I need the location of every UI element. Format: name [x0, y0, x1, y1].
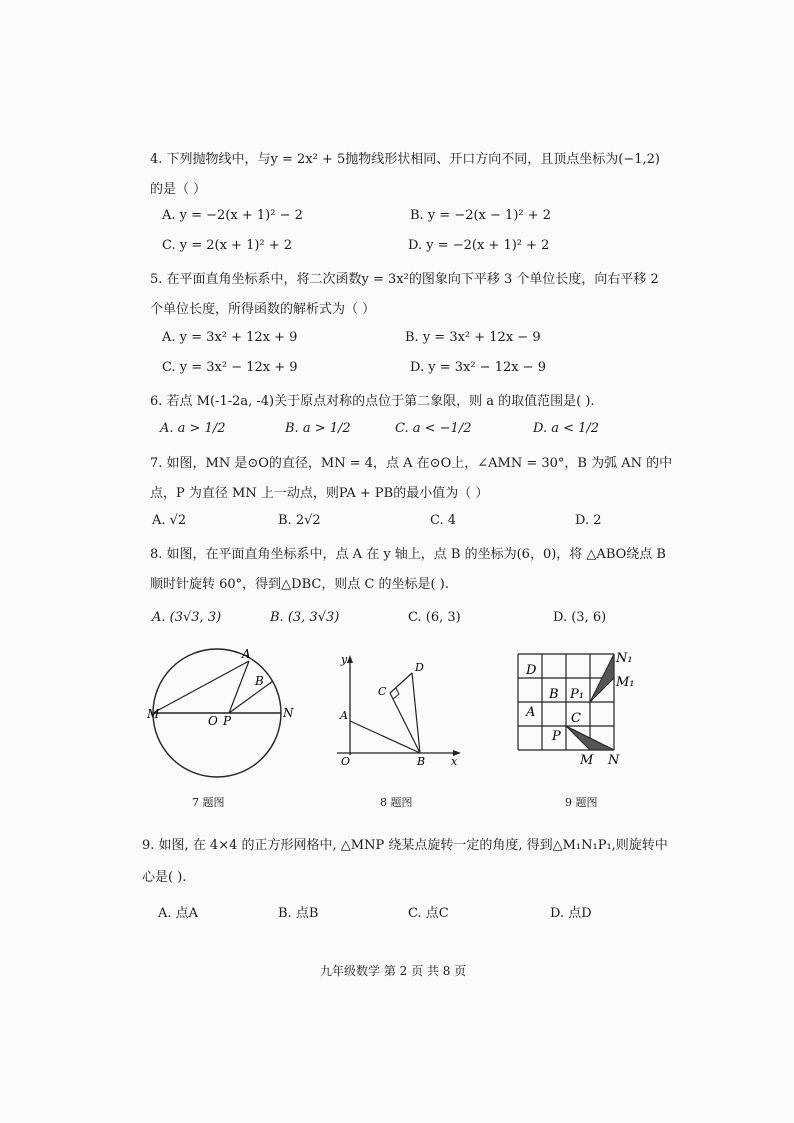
label-n: N [608, 753, 620, 768]
q4-option-d: D. y = −2(x + 1)² + 2 [408, 238, 550, 253]
segment-cd [390, 673, 412, 693]
label-p: P [552, 729, 561, 744]
figure-7 [145, 645, 294, 785]
q8-stem-line2: 顺时针旋转 60°，得到△DBC，则点 C 的坐标是( ). [150, 577, 449, 592]
q7-option-a: A. √2 [152, 513, 187, 528]
label-m: M [147, 707, 160, 721]
q9-stem-line2: 心是( ). [142, 870, 187, 885]
label-x: x [451, 755, 458, 768]
q6-stem: 6. 若点 M(-1-2a, -4)关于原点对称的点位于第二象限，则 a 的取值范围是( ). [150, 394, 595, 409]
label-d: D [526, 663, 537, 678]
q5-option-a: A. y = 3x² + 12x + 9 [162, 330, 298, 345]
figure-8 [335, 655, 465, 770]
q5-stem-line2: 个单位长度，所得函数的解析式为（ ） [150, 302, 376, 317]
figure-9-caption: 9 题图 [565, 796, 598, 809]
figure-7-caption: 7 题图 [192, 796, 225, 809]
q7-option-d: D. 2 [575, 513, 602, 528]
q4-option-c: C. y = 2(x + 1)² + 2 [162, 238, 293, 253]
label-b: B [417, 755, 426, 768]
q7-stem-line2: 点，P 为直径 MN 上一动点，则PA + PB的最小值为（ ） [150, 486, 489, 501]
figure-8-caption: 8 题图 [380, 796, 413, 809]
figure-9 [512, 648, 642, 768]
segment-ma [153, 661, 249, 713]
q8-option-b: B. (3, 3√3) [270, 610, 340, 625]
label-d: D [415, 661, 424, 674]
label-o: O [341, 755, 351, 768]
page-footer: 九年级数学 第 2 页 共 8 页 [320, 964, 467, 978]
q8-stem-line1: 8. 如图，在平面直角坐标系中，点 A 在 y 轴上，点 B 的坐标为(6，0)，将 △ABO绕点 B [150, 547, 666, 562]
label-a: A [242, 647, 251, 661]
q9-option-c: C. 点C [408, 906, 449, 921]
q5-stem-line1: 5. 在平面直角坐标系中，将二次函数y = 3x²的图象向下平移 3 个单位长度，向右平移 2 [150, 272, 659, 287]
q5-option-b: B. y = 3x² + 12x − 9 [405, 330, 541, 345]
label-c: C [378, 685, 387, 698]
label-y: y [341, 653, 348, 666]
q7-option-c: C. 4 [430, 513, 457, 528]
segment-bd [412, 673, 420, 753]
label-a: A [526, 705, 536, 720]
q8-option-c: C. (6, 3) [408, 610, 461, 625]
q8-option-a: A. (3√3, 3) [152, 610, 222, 625]
label-m1: M₁ [616, 675, 635, 690]
label-n: N [283, 706, 294, 720]
q9-option-a: A. 点A [158, 906, 199, 921]
y-axis-arrow [347, 655, 353, 663]
segment-ab [350, 721, 420, 753]
label-m: M [580, 753, 594, 768]
q9-option-d: D. 点D [550, 906, 592, 921]
q7-option-b: B. 2√2 [278, 513, 321, 528]
q6-option-d: D. a < 1/2 [533, 421, 600, 436]
q4-stem-line2: 的是（ ） [150, 182, 207, 197]
q4-option-a: A. y = −2(x + 1)² − 2 [162, 208, 303, 223]
q7-stem-line1: 7. 如图，MN 是⊙O的直径，MN = 4，点 A 在⊙O上，∠AMN = 30°，B 为弧 AN 的中 [150, 456, 673, 471]
q8-option-d: D. (3, 6) [553, 610, 607, 625]
q6-option-c: C. a < −1/2 [395, 421, 472, 436]
label-b: B [549, 687, 559, 702]
label-n1: N₁ [616, 651, 633, 666]
q9-stem-line1: 9. 如图, 在 4×4 的正方形网格中, △MNP 绕某点旋转一定的角度, 得到△M₁N₁P₁,则旋转中 [142, 838, 668, 853]
q4-stem-line1: 4. 下列抛物线中，与y = 2x² + 5抛物线形状相同、开口方向不同，且顶点坐标为(−1,2) [150, 152, 660, 167]
q5-option-c: C. y = 3x² − 12x + 9 [162, 360, 298, 375]
label-b: B [255, 674, 264, 688]
q9-option-b: B. 点B [278, 906, 319, 921]
label-p: P [223, 714, 232, 728]
q6-option-b: B. a > 1/2 [285, 421, 351, 436]
label-a: A [340, 709, 348, 722]
q6-option-a: A. a > 1/2 [160, 421, 226, 436]
label-c: C [571, 711, 581, 726]
label-o: O [208, 714, 218, 728]
q5-option-d: D. y = 3x² − 12x − 9 [410, 360, 546, 375]
label-p1: P₁ [570, 687, 584, 702]
q4-option-b: B. y = −2(x − 1)² + 2 [410, 208, 552, 223]
